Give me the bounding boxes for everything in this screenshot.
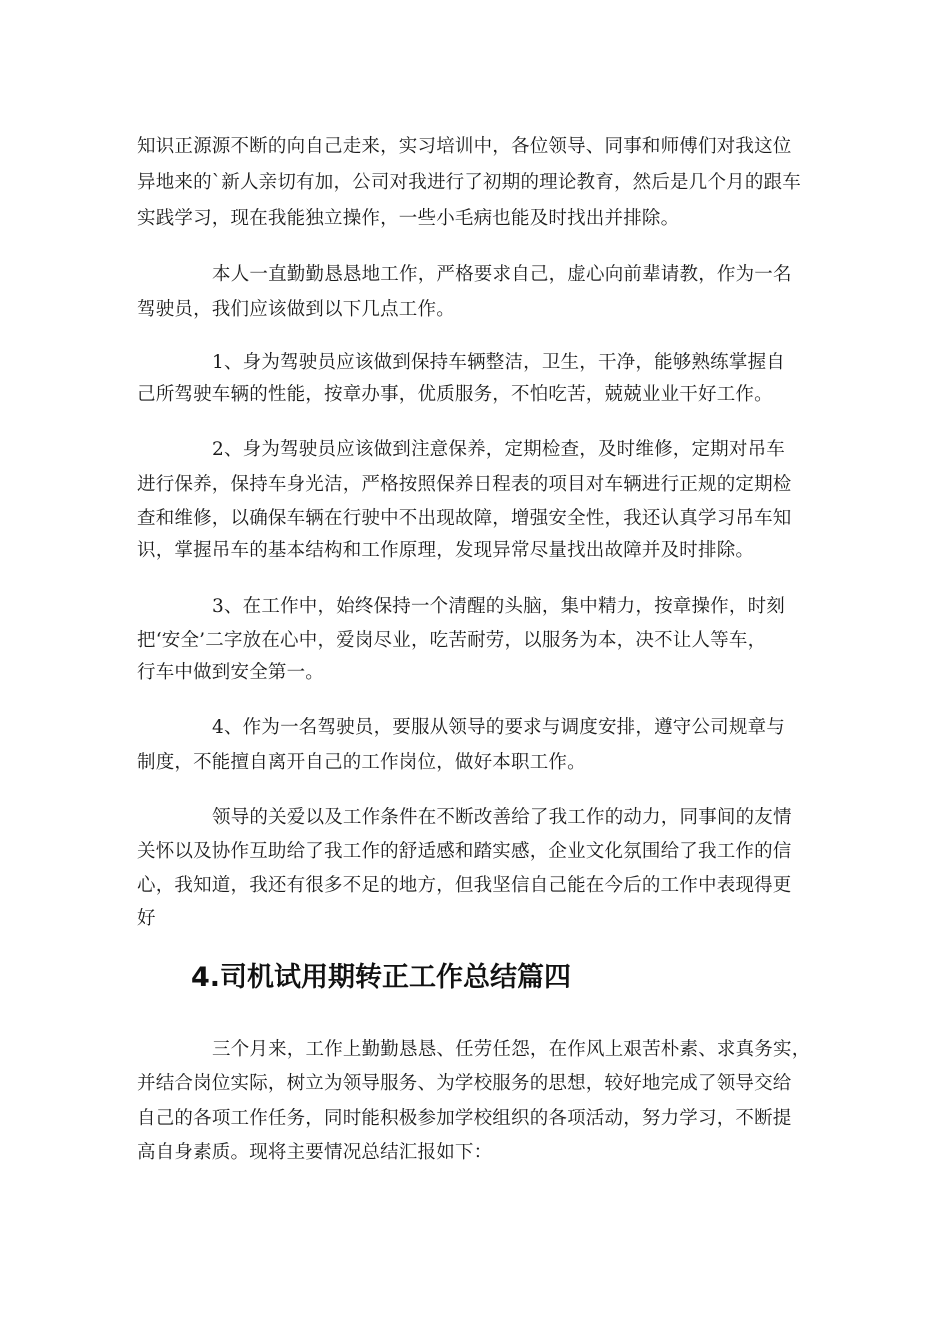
paragraph-line: 自己的各项工作任务，同时能积极参加学校组织的各项活动，努力学习，不断提 [137, 1108, 792, 1129]
paragraph-line: 高自身素质。现将主要情况总结汇报如下： [137, 1142, 493, 1163]
paragraph-line: 关怀以及协作互助给了我工作的舒适感和踏实感，企业文化氛围给了我工作的信 [137, 841, 792, 862]
paragraph-line: 驾驶员，我们应该做到以下几点工作。 [137, 299, 455, 320]
paragraph-line: 3、在工作中，始终保持一个清醒的头脑，集中精力，按章操作，时刻 [212, 596, 785, 617]
paragraph-line: 三个月来，工作上勤勤恳恳、任劳任怨，在作风上艰苦朴素、求真务实， [212, 1039, 811, 1060]
paragraph-line: 心，我知道，我还有很多不足的地方，但我坚信自己能在今后的工作中表现得更 [137, 875, 792, 896]
paragraph-line: 己所驾驶车辆的性能，按章办事，优质服务，不怕吃苦，兢兢业业干好工作。 [137, 384, 773, 405]
paragraph-line: 实践学习，现在我能独立操作，一些小毛病也能及时找出并排除。 [137, 208, 680, 229]
paragraph-line: 并结合岗位实际，树立为领导服务、为学校服务的思想，较好地完成了领导交给 [137, 1073, 792, 1094]
paragraph-line: 异地来的`新人亲切有加，公司对我进行了初期的理论教育，然后是几个月的跟车 [137, 172, 801, 193]
paragraph-line: 2、身为驾驶员应该做到注意保养，定期检查，及时维修，定期对吊车 [212, 439, 785, 460]
paragraph-line: 领导的关爱以及工作条件在不断改善给了我工作的动力，同事间的友情 [212, 807, 792, 828]
paragraph-line: 好 [137, 908, 156, 929]
paragraph-line: 行车中做到安全第一。 [137, 662, 325, 683]
paragraph-line: 进行保养，保持车身光洁，严格按照保养日程表的项目对车辆进行正规的定期检 [137, 474, 792, 495]
paragraph-line: 1、身为驾驶员应该做到保持车辆整洁，卫生，干净，能够熟练掌握自 [212, 352, 785, 373]
paragraph-line: 本人一直勤勤恳恳地工作，严格要求自己，虚心向前辈请教，作为一名 [212, 264, 792, 285]
paragraph-line: 识，掌握吊车的基本结构和工作原理，发现异常尽量找出故障并及时排除。 [137, 540, 755, 561]
paragraph-line: 制度，不能擅自离开自己的工作岗位，做好本职工作。 [137, 752, 586, 773]
paragraph-line: 查和维修，以确保车辆在行驶中不出现故障，增强安全性，我还认真学习吊车知 [137, 508, 792, 529]
paragraph-line: 知识正源源不断的向自己走来，实习培训中，各位领导、同事和师傅们对我这位 [137, 136, 792, 157]
paragraph-line: 把‘安全’二字放在心中，爱岗尽业，吃苦耐劳，以服务为本，决不让人等车， [137, 630, 767, 651]
paragraph-line: 4、作为一名驾驶员，要服从领导的要求与调度安排，遵守公司规章与 [212, 717, 785, 738]
section-heading: 4.司机试用期转正工作总结篇四 [191, 962, 572, 993]
